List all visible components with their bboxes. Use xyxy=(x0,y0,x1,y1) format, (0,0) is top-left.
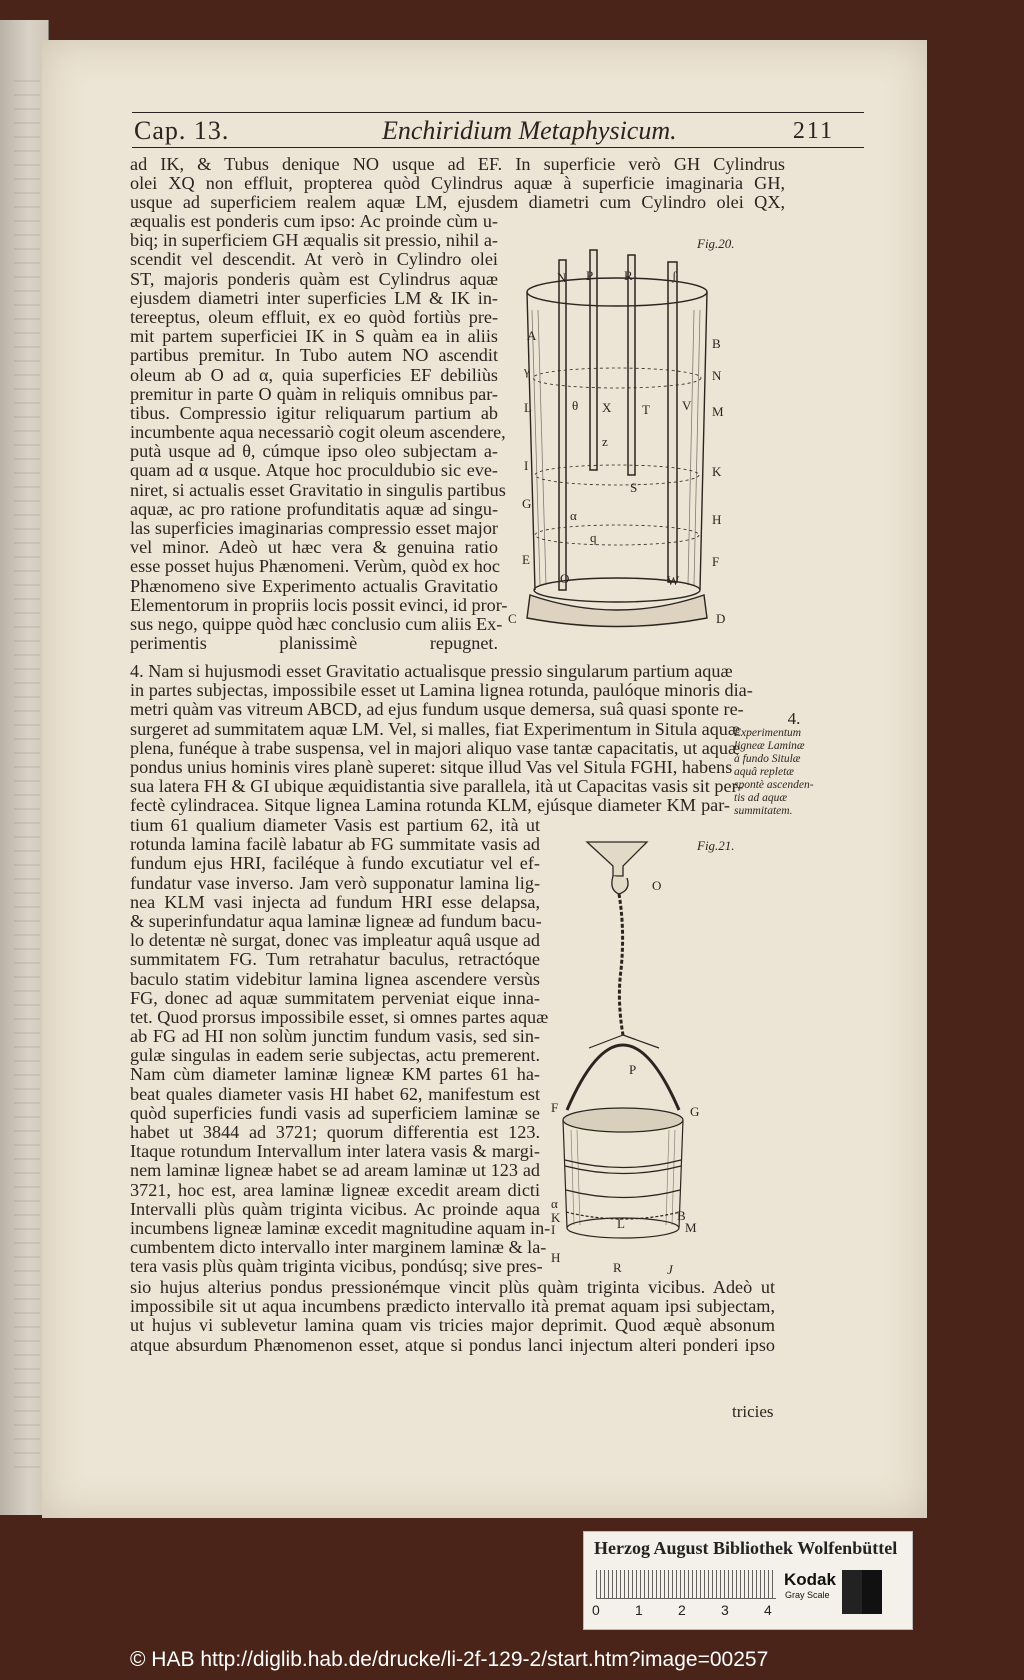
text-line: tet. Quod prorsus impossibile esset, si omnes partes aquæ xyxy=(130,1006,549,1027)
svg-text:θ: θ xyxy=(572,398,579,413)
text-line: quòd superficies fundi vasis ad superficiem laminæ se xyxy=(130,1102,540,1123)
gray-scale-label: Gray Scale xyxy=(785,1590,830,1600)
svg-text:O: O xyxy=(652,878,662,893)
text-block-4 xyxy=(130,815,551,1277)
svg-text:L: L xyxy=(524,400,532,415)
svg-text:D: D xyxy=(716,611,726,626)
svg-text:J: J xyxy=(667,1262,673,1277)
svg-text:O: O xyxy=(560,571,570,586)
svg-text:I: I xyxy=(524,458,529,473)
library-scale-stamp: Herzog August Bibliothek Wolfenbüttel 0 1 2 3 4 Kodak Gray Scale xyxy=(583,1531,913,1630)
svg-text:M: M xyxy=(685,1220,697,1235)
svg-text:F: F xyxy=(551,1100,559,1115)
text-line: oleum ab O ad α, quia superficies EF debiliùs xyxy=(130,364,498,385)
text-line: ad IK, & Tubus denique NO usque ad EF. In superficie verò GH Cylindrus xyxy=(130,154,785,174)
figure-21-bucket xyxy=(547,830,757,1290)
text-line: baculo statim videbitur lamina lignea ascendere versùs xyxy=(130,968,540,989)
margin-note-line: summitatem. xyxy=(734,805,793,817)
text-line: ejusdem diametri inter superficies LM & IK in- xyxy=(130,287,498,308)
text-line: & superinfundatur aqua laminæ ligneæ ad fundum bacu- xyxy=(130,910,542,931)
text-line: nea KLM vasi injecta ad fundum HRI esse delapsa, xyxy=(130,891,540,912)
svg-text:α: α xyxy=(551,1196,558,1211)
svg-text:A: A xyxy=(527,328,537,343)
catchword: tricies xyxy=(732,1402,774,1421)
text-line: tibus. Compressio igitur reliquarum partium ab xyxy=(130,402,498,423)
text-line: plena, funéque à trabe suspensa, vel in majori aliquo vase tantæ capacitatis, ut aquæ xyxy=(130,737,741,758)
page-number: 211 xyxy=(792,118,834,144)
book-page xyxy=(42,40,927,1518)
svg-text:N: N xyxy=(557,270,567,285)
text-line: nem laminæ ligneæ habet se ad aream laminæ ut 123 ad xyxy=(130,1160,540,1181)
text-line: perimentis planissimè repugnet. xyxy=(130,633,498,654)
svg-text:H: H xyxy=(551,1250,561,1265)
text-line: fundatur vase inverso. Jam verò supponatur lamina lig- xyxy=(130,872,540,893)
text-line: surgeret ad summitatem aquæ LM. Vel, si malles, fiat Experimentum in Situla aquæ xyxy=(130,718,741,739)
text-line: aquæ, ac pro ratione profunditatis aquæ ad singu- xyxy=(130,498,498,519)
text-line: incumbens ligneæ laminæ excedit magnitudine aquam in- xyxy=(130,1217,551,1238)
svg-text:V: V xyxy=(682,398,692,413)
margin-note-line: Experimentum xyxy=(734,727,802,739)
text-line: incumbente aqua necessariò cogit oleum ascendere, xyxy=(130,422,506,443)
text-line: Phænomeno sive Experimento actualis Gravitatio xyxy=(130,575,498,596)
margin-note-line: aquâ repletæ xyxy=(734,766,794,778)
svg-text:S: S xyxy=(630,480,638,495)
text-line: fundum ejus HRI, faciléque à fundo excutiatur vel ef- xyxy=(130,853,540,874)
svg-text:H: H xyxy=(712,512,722,527)
fig21-caption: Fig.21. xyxy=(697,838,735,853)
text-line: niret, si actualis esset Gravitatio in singulis partibus xyxy=(130,479,506,500)
margin-note-line: à fundo Situlæ xyxy=(734,753,801,765)
text-block-3 xyxy=(130,661,753,816)
text-line: premitur in parte O quàm in reliquis omnibus par- xyxy=(130,383,498,404)
text-line: lo detentæ nè surgat, donec vas impleatur aquâ usque ad xyxy=(130,930,540,951)
footer-bar xyxy=(0,1640,1024,1680)
svg-text:E: E xyxy=(522,552,530,567)
text-line: scendit vel descendit. At verò in Cylindro olei xyxy=(130,249,498,270)
svg-text:α: α xyxy=(570,508,577,523)
text-line: Elementorum in propriis locis possit evinci, id pror- xyxy=(130,594,508,615)
figure-20-vessel xyxy=(502,230,742,630)
text-line: sio hujus alterius pondus pressionémque vincit plùs quàm triginta vicibus. Adeò ut xyxy=(130,1277,775,1297)
margin-note-number: 4. xyxy=(787,709,801,728)
text-line: Nam cùm diameter laminæ ligneæ KM partes 61 ha- xyxy=(130,1064,540,1085)
text-line: vel minor. Adeò ut hæc vera & genuina ratio xyxy=(130,537,498,558)
text-line: in partes subjectas, impossibile esset ut Lamina lignea rotunda, paulóque minoris dia- xyxy=(130,680,753,701)
margin-note-line: tis ad aquæ xyxy=(734,792,788,804)
svg-text:B: B xyxy=(712,336,721,351)
text-line: tium 61 qualium diameter Vasis est partium 62, ità ut xyxy=(130,815,540,835)
text-line: tereeptus, oleum effluit, ex eo quòd fortiùs pre- xyxy=(130,306,498,327)
text-line: pondus unius hominis vires planè superet: sitque illud Vas vel Situla FGHI, habens xyxy=(130,756,733,777)
svg-text:ʃ: ʃ xyxy=(672,268,677,283)
svg-text:P: P xyxy=(629,1062,637,1077)
text-line: ab FG ad HI non solùm junctim fundum vasis, sed sin- xyxy=(130,1026,540,1047)
text-line: putà usque ad θ, cúmque ipso oleo subjectam a- xyxy=(130,441,498,462)
text-line: sua latera FH & GI ubique æquidistantia sive parallela, ità ut Capacitas vasis sit per- xyxy=(130,776,744,797)
text-line: 3721, hoc est, area laminæ ligneæ excedit aream dicti xyxy=(130,1179,540,1200)
text-line: sus nego, quippe quòd hæc conclusio cum aliis Ex- xyxy=(130,613,503,634)
text-line: atque absurdum Phænomenon esset, atque si pondus lanci injectum alteri ponderi ipso xyxy=(130,1334,775,1355)
text-line: FG, donec ad aquæ summitatem perveniat eique inna- xyxy=(130,987,540,1008)
text-line: 4. Nam si hujusmodi esset Gravitatio actualisque pressio singularum partium aquæ xyxy=(130,661,733,681)
svg-text:q: q xyxy=(590,530,597,545)
svg-text:G: G xyxy=(690,1104,700,1119)
chapter-label: Cap. 13. xyxy=(134,116,230,145)
svg-text:K: K xyxy=(551,1210,561,1225)
svg-text:R: R xyxy=(613,1260,622,1275)
text-line: olei XQ non effluit, propterea quòd Cylindrus aquæ à superficie imaginaria GH, xyxy=(130,173,785,194)
svg-text:C: C xyxy=(508,611,517,626)
running-title: Enchiridium Metaphysicum. xyxy=(382,116,677,145)
kodak-logo: Kodak xyxy=(784,1570,836,1589)
svg-text:z: z xyxy=(602,434,608,449)
text-line: Intervalli plùs quàm triginta vicibus. Ac proinde aqua xyxy=(130,1198,540,1219)
svg-text:M: M xyxy=(712,404,724,419)
text-line: usque ad superficiem realem aquæ LM, ejusdem diametri cum Cylindro olei QX, xyxy=(130,192,785,213)
text-block-2 xyxy=(130,211,508,654)
text-line: quam ad α usque. Atque hoc proculdubio sic eve- xyxy=(130,460,498,481)
running-header xyxy=(132,112,864,148)
text-line: cumbentem dicto intervallo inter marginem laminæ & la- xyxy=(130,1237,547,1258)
text-line: Itaque rotundum Intervallum inter latera vasis & margi- xyxy=(130,1141,540,1162)
svg-text:R: R xyxy=(624,268,633,283)
scale-ruler xyxy=(596,1570,776,1599)
text-line: partibus premitur. In Tubo autem NO ascendit xyxy=(130,345,498,366)
text-line: gulæ singulas in eadem serie subjectas, actu premerent. xyxy=(130,1045,540,1066)
svg-text:K: K xyxy=(712,464,722,479)
text-line: las superficies imaginarias compressio esset major xyxy=(130,518,498,538)
text-line: tera vasis plùs quàm triginta vicibus, pondúsq; sive pres- xyxy=(130,1256,543,1277)
text-line: biq; in superficiem GH æqualis sit pressio, nihil a- xyxy=(130,230,498,251)
gray-patch xyxy=(842,1570,882,1614)
svg-text:T: T xyxy=(642,402,650,417)
text-line: beat quales diameter vasis HI habet 62, manifestum est xyxy=(130,1083,540,1104)
svg-text:P: P xyxy=(586,268,594,283)
margin-note-line: spontè ascenden- xyxy=(734,779,814,791)
svg-text:B: B xyxy=(677,1208,686,1223)
svg-text:G: G xyxy=(522,496,532,511)
svg-text:N: N xyxy=(712,368,722,383)
text-line: fectè cylindracea. Sitque lignea Lamina rotunda KLM, ejúsque diameter KM par- xyxy=(130,795,730,816)
text-line: summitatem FG. Tum retrahatur baculus, retractóque xyxy=(130,949,540,970)
svg-text:γ: γ xyxy=(524,363,530,378)
text-line: esse posset hujus Phænomeni. Verùm, quòd ex hoc xyxy=(130,556,500,577)
margin-note xyxy=(734,709,854,818)
svg-text:F: F xyxy=(712,554,720,569)
text-line: impossibile sit ut aqua incumbens prædicto intervallo ità premat aquam ipsi subjectam, xyxy=(130,1296,775,1317)
svg-text:X: X xyxy=(602,400,612,415)
text-line: ST, majoris ponderis quàm est Cylindrus aquæ xyxy=(130,268,498,289)
text-line: habet ut 3844 ad 3721; quorum differentia est 123. xyxy=(130,1122,540,1142)
fig20-caption: Fig.20. xyxy=(697,236,735,251)
svg-text:W: W xyxy=(667,573,680,588)
text-line: ut hujus vi sublevetur lamina quam vis tricies major deprimit. Quod æquè absonum xyxy=(130,1315,775,1336)
footer-credit-link[interactable]: © HAB http://diglib.hab.de/drucke/li-2f-129-2/start.htm?image=00257 xyxy=(130,1648,769,1671)
text-line: rotunda lamina facilè labatur ab FG summitate vasis ad xyxy=(130,834,540,855)
svg-text:L: L xyxy=(617,1216,625,1231)
library-name: Herzog August Bibliothek Wolfenbüttel xyxy=(594,1538,898,1558)
text-line: mit partem superficiei IK in S quàm ea in aliis xyxy=(130,326,498,347)
text-line: æqualis est ponderis cum ipso: Ac proinde cùm u- xyxy=(130,211,498,231)
margin-note-line: ligneæ Laminæ xyxy=(734,740,805,752)
svg-text:I: I xyxy=(551,1222,556,1237)
text-line: metri quàm vas vitreum ABCD, ad ejus fundum usque demersa, suâ quasi sponte re- xyxy=(130,699,744,720)
text-block-1 xyxy=(130,155,785,213)
